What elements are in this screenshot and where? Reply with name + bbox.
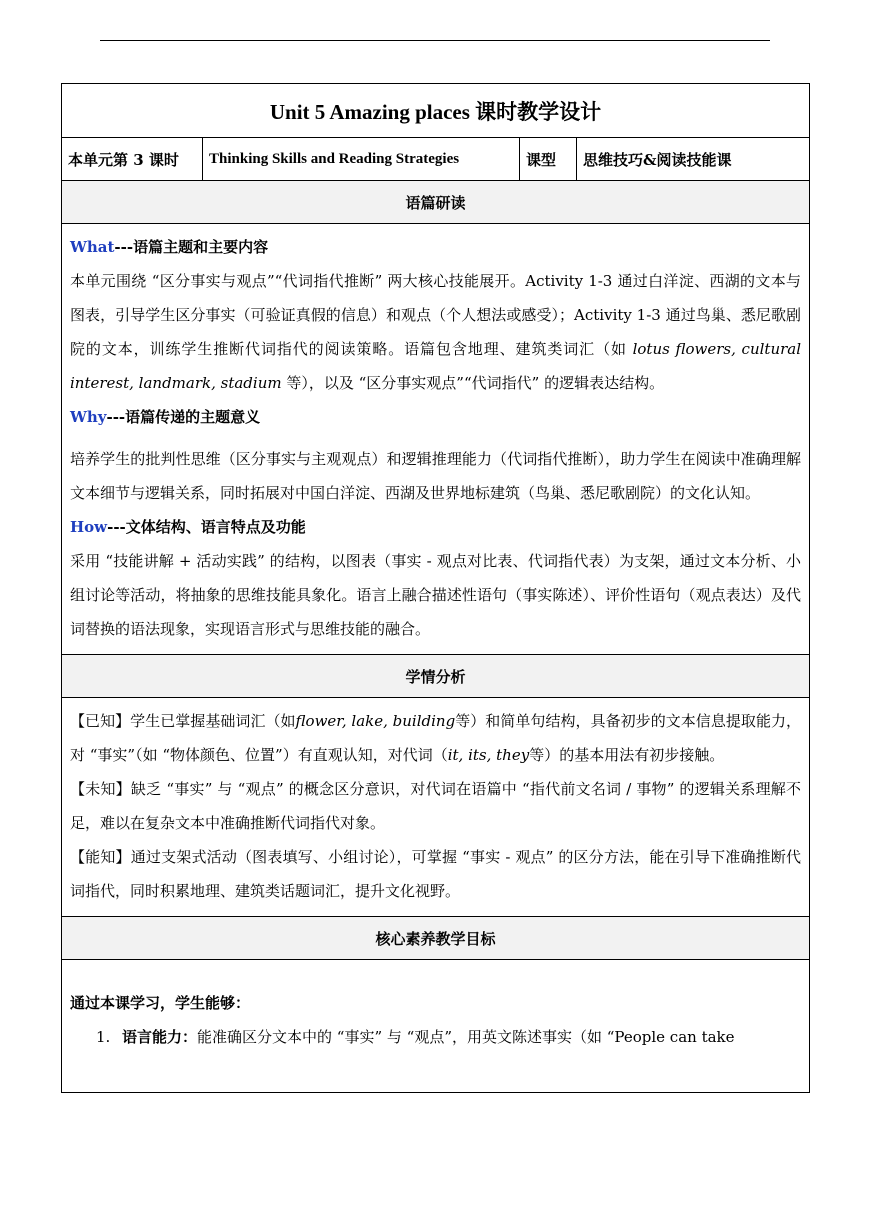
text-study-content: [62, 224, 810, 655]
how-title: ---文体结构、语言特点及功能: [107, 518, 306, 536]
why-heading: [70, 400, 801, 434]
goal-item-1-label: 语言能力：: [122, 1028, 198, 1046]
able-tag: 【能知】: [70, 848, 131, 866]
what-heading: [70, 230, 801, 264]
why-body: 培养学生的批判性思维（区分事实与主观观点）和逻辑推理能力（代词指代推断），助力学生在阅读中准确理解文本细节与逻辑关系，同时拓展对中国白洋淀、西湖及世界地标建筑（鸟巢、悉尼歌剧院）的文化认知。: [70, 450, 802, 502]
known-pronouns: it, its, they: [447, 746, 530, 764]
unknown-tag: 【未知】: [70, 780, 131, 798]
known-tag: 【已知】: [70, 712, 131, 730]
goal-item-1: [70, 1020, 801, 1054]
what-body: [70, 264, 801, 400]
known-vocab: flower, lake, building: [295, 712, 456, 730]
goals-intro: 通过本课学习，学生能够：: [70, 994, 251, 1012]
section-header-learner-analysis: 学情分析: [62, 655, 810, 698]
known-part3: 等）的基本用法有初步接触。: [529, 746, 725, 764]
lesson-topic: Thinking Skills and Reading Strategies: [203, 138, 520, 181]
goal-item-1-number: 1.: [96, 1028, 111, 1046]
lesson-type-value: 思维技巧&阅读技能课: [577, 138, 810, 181]
lesson-type-label: 课型: [520, 138, 577, 181]
what-keyword: What: [70, 238, 115, 256]
why-keyword: Why: [70, 408, 107, 426]
goals-content: [62, 960, 810, 1093]
lesson-plan-table: [61, 83, 810, 1093]
learner-analysis-content: [62, 698, 810, 917]
unknown-paragraph: [70, 772, 801, 840]
how-heading: [70, 510, 801, 544]
what-title: ---语篇主题和主要内容: [114, 238, 269, 256]
how-body: 采用 “技能讲解 + 活动实践” 的结构，以图表（事实 - 观点对比表、代词指代表）为支架，通过文本分析、小组讨论等活动，将抽象的思维技能具象化。语言上融合描述性语句（事实陈述）、评价性语句（观点表达）及代词替换的语法现象，实现语言形式与思维技能的融合。: [70, 552, 802, 638]
known-part2: 等）和简单句结构，具备初步的文本信息提取能力，对 “事实”（如 “物体颜色、位置”）有直观认知，对代词（: [70, 712, 802, 764]
able-body: 通过支架式活动（图表填写、小组讨论），可掌握 “事实 - 观点” 的区分方法，能在引导下准确推断代词指代，同时积累地理、建筑类话题词汇，提升文化视野。: [70, 848, 802, 900]
lesson-number: 本单元第 3 课时: [62, 138, 203, 181]
what-body-part1: 本单元围绕 “区分事实与观点”“代词指代推断” 两大核心技能展开。Activity 1-3 通过白洋淀、西湖的文本与图表，引导学生区分事实（可验证真假的信息）和观点（个人想法或感受）；Activity 1-3 通过鸟巢、悉尼歌剧院的文本，训练学生推断代词指代的阅读策略。语篇包含地理、建筑类词汇（如: [70, 272, 802, 358]
how-keyword: How: [70, 518, 108, 536]
unknown-body: 缺乏 “事实” 与 “观点” 的概念区分意识，对代词在语篇中 “指代前文名词 / 事物” 的逻辑关系理解不足，难以在复杂文本中准确推断代词指代对象。: [70, 780, 802, 832]
known-paragraph: [70, 704, 801, 772]
header-rule: [100, 40, 770, 41]
what-body-vocab: lotus flowers, cultural interest, landmark, stadium: [70, 340, 802, 392]
section-header-goals: 核心素养教学目标: [62, 917, 810, 960]
known-part1: 学生已掌握基础词汇（如: [130, 712, 296, 730]
able-paragraph: [70, 840, 801, 908]
goal-item-1-body: 能准确区分文本中的 “事实” 与 “观点”，用英文陈述事实（如 “People can take: [197, 1028, 735, 1046]
document-title: Unit 5 Amazing places 课时教学设计: [62, 84, 810, 138]
why-title: ---语篇传递的主题意义: [106, 408, 261, 426]
section-header-text-study: 语篇研读: [62, 181, 810, 224]
what-body-part2: 等），以及 “区分事实观点”“代词指代” 的逻辑表达结构。: [281, 374, 665, 392]
